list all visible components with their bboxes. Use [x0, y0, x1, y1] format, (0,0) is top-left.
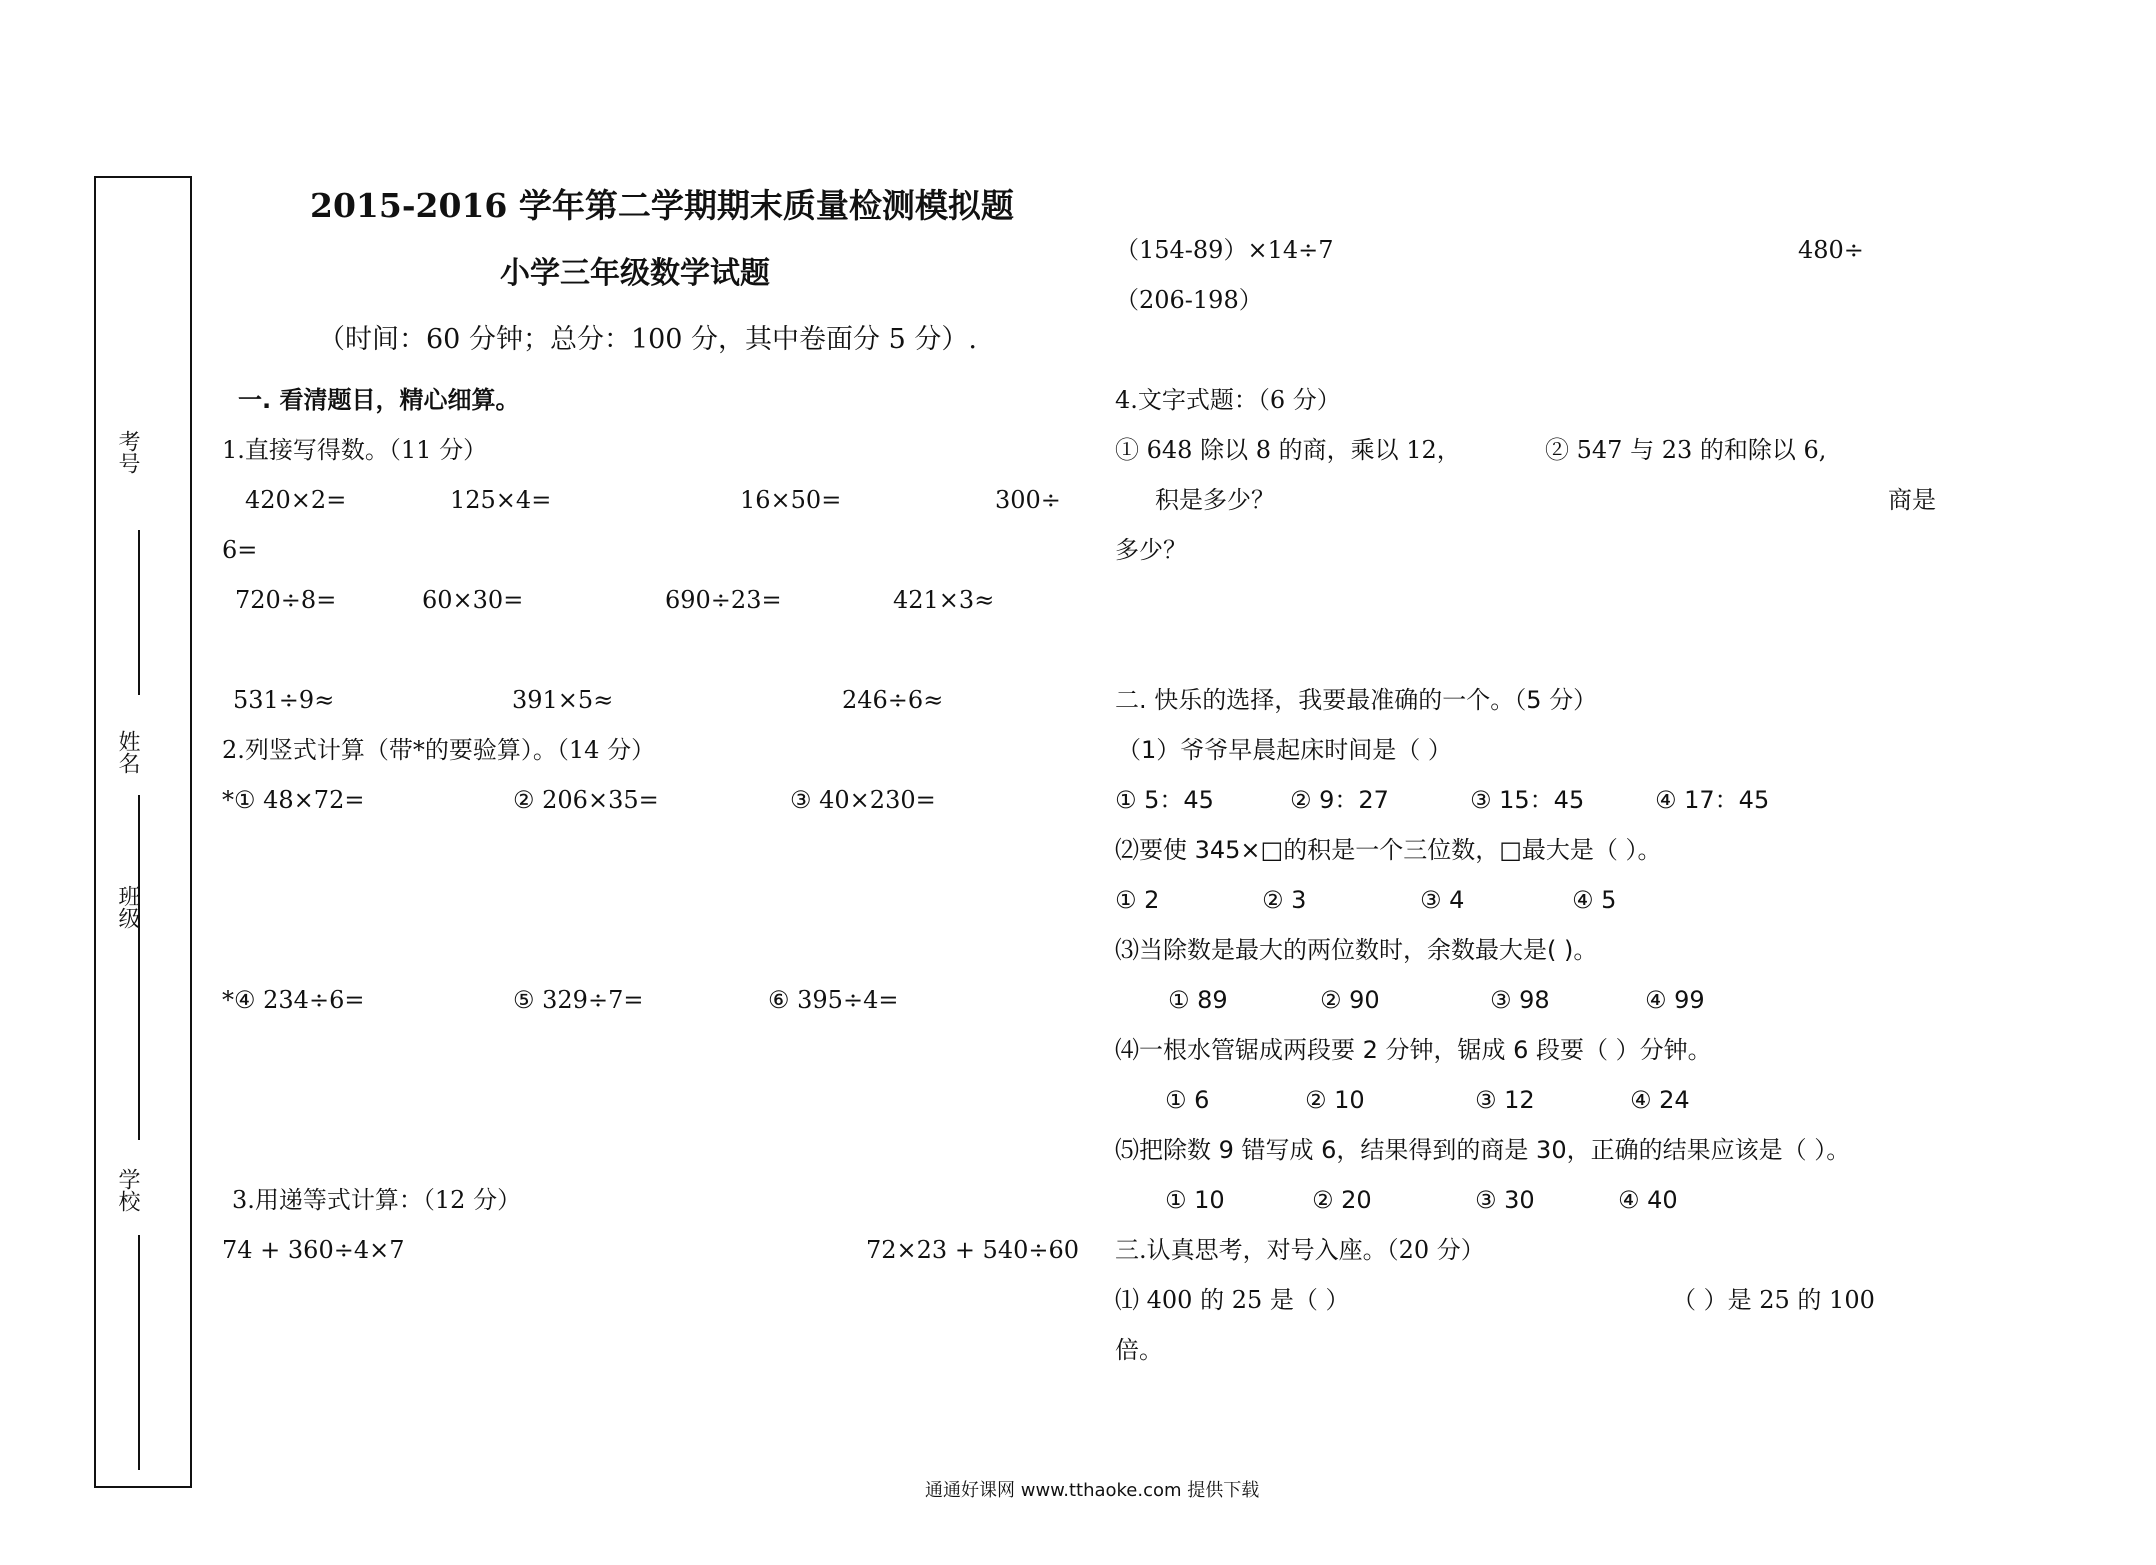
q4-item-2-wrap: 多少？: [1115, 536, 1187, 564]
choice-option: ① 10: [1165, 1186, 1225, 1214]
q2-item: ③ 40×230=: [790, 786, 936, 814]
margin-label-name: 姓名: [115, 730, 140, 774]
choice-question: （1）爷爷早晨起床时间是（ ）: [1117, 736, 1452, 764]
q1-item: 125×4=: [450, 486, 552, 514]
choice-option: ① 89: [1168, 986, 1228, 1014]
q3-item-wrap: （206-198）: [1115, 286, 1263, 314]
fill-blank-item-wrap: 倍。: [1115, 1336, 1163, 1364]
q1-item: 720÷8=: [235, 586, 337, 614]
choice-option: ③ 30: [1475, 1186, 1535, 1214]
choice-option: ② 10: [1305, 1086, 1365, 1114]
q2-item: ② 206×35=: [513, 786, 659, 814]
choice-option: ① 5：45: [1115, 786, 1214, 814]
margin-label-exam-number: 考号: [115, 430, 140, 474]
choice-option: ④ 17：45: [1655, 786, 1770, 814]
q1-item: 421×3≈: [893, 586, 995, 614]
fill-blank-item: ⑴ 400 的 25 是（ ）: [1115, 1286, 1350, 1314]
q1-item: 16×50=: [740, 486, 842, 514]
margin-label-school: 学校: [115, 1168, 140, 1212]
q2-item: ⑥ 395÷4=: [768, 986, 899, 1014]
q1-heading: 1.直接写得数。（11 分）: [222, 436, 488, 464]
binding-margin-box: [94, 176, 192, 1488]
q2-item: *④ 234÷6=: [222, 986, 365, 1014]
fill-blank-item: （ ）是 25 的 100: [1672, 1286, 1875, 1314]
q1-item-wrap: 6=: [222, 536, 258, 564]
margin-label-class: 班级: [115, 885, 140, 929]
section-3-heading: 三.认真思考，对号入座。（20 分）: [1115, 1236, 1485, 1264]
q4-item-1-cont: 积是多少？: [1155, 486, 1275, 514]
margin-line-school: [138, 1235, 140, 1470]
q3-item: 72×23 + 540÷60: [866, 1236, 1080, 1264]
q1-item: 690÷23=: [665, 586, 782, 614]
exam-time-info: （时间：60 分钟；总分：100 分，其中卷面分 5 分）.: [318, 324, 977, 355]
choice-option: ③ 12: [1475, 1086, 1535, 1114]
choice-option: ② 20: [1312, 1186, 1372, 1214]
choice-question: ⑷一根水管锯成两段要 2 分钟，锯成 6 段要（ ）分钟。: [1115, 1036, 1712, 1064]
q3-heading: 3.用递等式计算：（12 分）: [232, 1186, 522, 1214]
exam-subtitle: 小学三年级数学试题: [500, 256, 770, 291]
choice-option: ① 2: [1115, 886, 1160, 914]
choice-question: ⑶当除数是最大的两位数时，余数最大是( )。: [1115, 936, 1598, 964]
choice-option: ④ 24: [1630, 1086, 1690, 1114]
q3-item: 480÷: [1798, 236, 1864, 264]
choice-option: ② 90: [1320, 986, 1380, 1014]
margin-line-class: [138, 945, 140, 1140]
q1-item: 531÷9≈: [233, 686, 335, 714]
q1-item: 300÷: [995, 486, 1061, 514]
q1-item: 60×30=: [422, 586, 524, 614]
choice-option: ④ 99: [1645, 986, 1705, 1014]
q4-item-2-cont: 商是: [1888, 486, 1936, 514]
choice-option: ③ 15：45: [1470, 786, 1585, 814]
exam-title: 2015-2016 学年第二学期期末质量检测模拟题: [310, 186, 1014, 225]
choice-option: ① 6: [1165, 1086, 1210, 1114]
choice-option: ③ 98: [1490, 986, 1550, 1014]
choice-option: ④ 5: [1572, 886, 1617, 914]
section-1-heading: 一. 看清题目，精心细算。: [238, 386, 520, 414]
choice-option: ③ 4: [1420, 886, 1465, 914]
q3-item: （154-89）×14÷7: [1115, 236, 1334, 264]
q1-item: 420×2=: [245, 486, 347, 514]
choice-option: ② 9：27: [1290, 786, 1389, 814]
choice-option: ④ 40: [1618, 1186, 1678, 1214]
q4-heading: 4.文字式题：（6 分）: [1115, 386, 1341, 414]
q1-item: 391×5≈: [512, 686, 614, 714]
margin-line-exam-number: [138, 530, 140, 695]
q4-item-1: ① 648 除以 8 的商，乘以 12，: [1115, 436, 1461, 464]
choice-question: ⑸把除数 9 错写成 6，结果得到的商是 30，正确的结果应该是（ ）。: [1115, 1136, 1851, 1164]
section-2-heading: 二. 快乐的选择，我要最准确的一个。（5 分）: [1115, 686, 1598, 714]
q3-item: 74 + 360÷4×7: [222, 1236, 405, 1264]
q2-item: *① 48×72=: [222, 786, 365, 814]
choice-question: ⑵要使 345×□的积是一个三位数，□最大是（ ）。: [1115, 836, 1662, 864]
q4-item-2: ② 547 与 23 的和除以 6,: [1545, 436, 1827, 464]
q2-item: ⑤ 329÷7=: [513, 986, 644, 1014]
q1-item: 246÷6≈: [842, 686, 944, 714]
q2-heading: 2.列竖式计算（带*的要验算）。（14 分）: [222, 736, 656, 764]
choice-option: ② 3: [1262, 886, 1307, 914]
footer-source: 通通好课网 www.tthaoke.com 提供下载: [925, 1480, 1260, 1501]
